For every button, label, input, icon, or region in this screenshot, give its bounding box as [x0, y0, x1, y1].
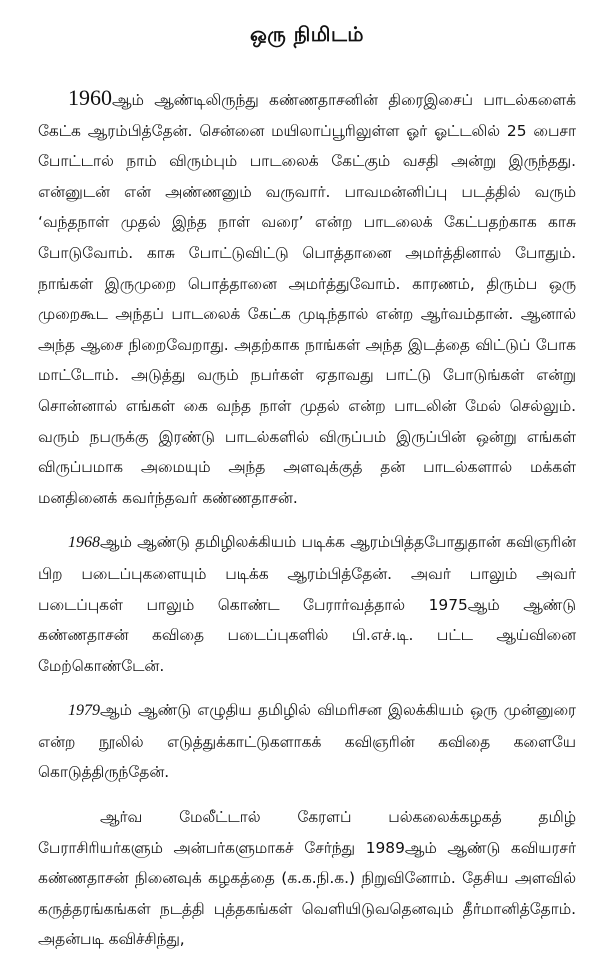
paragraph-1	[38, 83, 576, 513]
paragraph-text: ஆம் ஆண்டு எழுதிய தமிழில் விமரிசன இலக்கியம் ஒரு முன்னுரை என்ற நூலில் எடுத்துக்காட்டுகளாகக் கவிஞரின் கவிதை களையே கொடுத்திருந்தேன்.	[38, 701, 576, 782]
paragraph-3	[38, 695, 576, 788]
paragraph-text: ஆம் ஆண்டிலிருந்து கண்ணதாசனின் திரைஇசைப் பாடல்களைக் கேட்க ஆரம்பித்தேன். சென்னை மயிலாப்பூரிலுள்ள ஓர் ஓட்டலில் 25 பைசா போட்டால் நாம் விரும்பும் பாடலைக் கேட்கும் வசதி அன்று இருந்தது. என்னுடன் என் அண்ணனும் வருவார். பாவமன்னிப்பு படத்தில் வரும் ‘வந்தநாள் முதல் இந்த நாள் வரை’ என்ற பாடலைக் கேட்பதற்காக காசு போடுவோம். காசு போட்டுவிட்டு பொத்தானை அமர்த்தினால் போதும். நாங்கள் இருமுறை பொத்தானை அமர்த்துவோம். காரணம், திரும்ப ஒரு முறைகூட அந்தப் பாடலைக் கேட்க முடிந்தால் என்ற ஆர்வம்தான். ஆனால் அந்த ஆசை நிறைவேறாது. அதற்காக நாங்கள் அந்த இடத்தை விட்டுப் போக மாட்டோம். அடுத்து வரும் நபர்கள் ஏதாவது பாட்டு போடுங்கள் என்று சொன்னால் எங்கள் கை வந்த நாள் முதல் என்ற பாடலின் மேல் செல்லும். வரும் நபருக்கு இரண்டு பாடல்களில் விருப்பம் இருப்பின் ஒன்று எங்கள் விருப்பமாக அமையும் அந்த அளவுக்குத் தன் பாடல்களால் மக்கள் மனதினைக் கவர்ந்தவர் கண்ணதாசன்.	[38, 91, 576, 507]
paragraph-text: ஆர்வ மேலீட்டால் கேரளப் பல்கலைக்கழகத் தமிழ் பேராசிரியர்களும் அன்பர்களுமாகச் சேர்ந்து 1989ஆம் ஆண்டு கவியரசர் கண்ணதாசன் நினைவுக் கழகத்தை (க.க.நி.க.) நிறுவினோம். தேசிய அளவில் கருத்தரங்கங்கள் நடத்தி புத்தகங்கள் வெளியிடுவதெனவும் தீர்மானித்தோம். அதன்படி கவிச்சிந்து,	[38, 808, 576, 949]
paragraph-2	[38, 527, 576, 681]
paragraph-year: 1968	[68, 534, 100, 552]
paragraph-text: ஆம் ஆண்டு தமிழிலக்கியம் படிக்க ஆரம்பித்தபோதுதான் கவிஞரின் பிற படைப்புகளையும் படிக்க ஆரம்பித்தேன். அவர் பாலும் அவர் படைப்புகள் பாலும் கொண்ட பேரார்வத்தால் 1975ஆம் ஆண்டு கண்ணதாசன் கவிதை படைப்புகளில் பி.எச்.டி. பட்ட ஆய்வினை மேற்கொண்டேன்.	[38, 533, 576, 675]
paragraph-4	[38, 802, 576, 955]
paragraph-year: 1960	[68, 85, 112, 110]
paragraph-year: 1979	[68, 702, 100, 720]
page-title: ஒரு நிமிடம்	[249, 22, 365, 46]
